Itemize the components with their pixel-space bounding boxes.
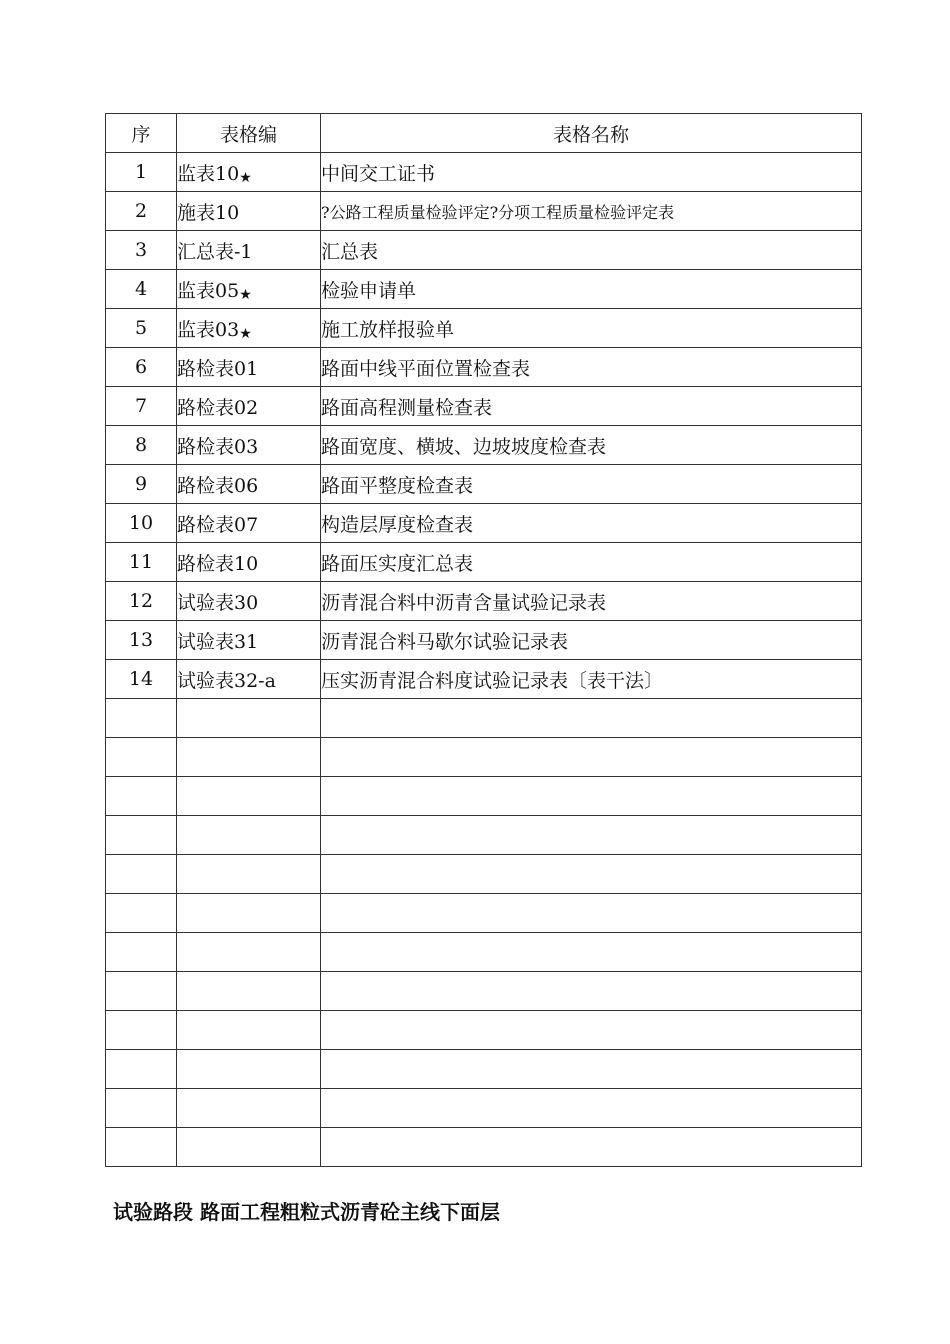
row-code [177, 231, 321, 270]
row-name: 路面平整度检查表 [321, 465, 862, 504]
form-index-table [105, 113, 862, 1167]
table-row [106, 504, 862, 543]
row-seq: 3 [106, 231, 177, 270]
row-seq [106, 855, 177, 894]
row-code [177, 504, 321, 543]
table-row [106, 699, 862, 738]
row-name: 施工放样报验单 [321, 309, 862, 348]
row-code [177, 699, 321, 738]
row-name [321, 1089, 862, 1128]
table-body [106, 153, 862, 1167]
row-code [177, 543, 321, 582]
row-seq: 14 [106, 660, 177, 699]
row-code-text: 路检表02 [177, 396, 259, 419]
table-row [106, 933, 862, 972]
table-row [106, 192, 862, 231]
row-seq: 5 [106, 309, 177, 348]
row-seq [106, 1050, 177, 1089]
row-code-text: 路检表01 [177, 357, 259, 380]
row-name: 中间交工证书 [321, 153, 862, 192]
row-seq: 2 [106, 192, 177, 231]
table-row [106, 660, 862, 699]
row-code [177, 387, 321, 426]
row-code [177, 309, 321, 348]
row-name [321, 1128, 862, 1167]
row-name [321, 855, 862, 894]
row-seq: 12 [106, 582, 177, 621]
star-icon: ★ [239, 286, 252, 303]
row-name: 沥青混合料中沥青含量试验记录表 [321, 582, 862, 621]
table-row [106, 816, 862, 855]
row-name [321, 816, 862, 855]
row-name [321, 1050, 862, 1089]
row-code-text: 路检表07 [177, 513, 259, 536]
row-seq: 7 [106, 387, 177, 426]
row-name: 沥青混合料马歇尔试验记录表 [321, 621, 862, 660]
table-row [106, 270, 862, 309]
row-code-text: 试验表32-a [177, 669, 276, 692]
table-header-row [106, 114, 862, 153]
table-row [106, 231, 862, 270]
table-row [106, 1089, 862, 1128]
row-seq [106, 816, 177, 855]
row-name: 路面高程测量检查表 [321, 387, 862, 426]
table-row [106, 543, 862, 582]
table-row [106, 1128, 862, 1167]
table-row [106, 777, 862, 816]
row-code [177, 192, 321, 231]
header-code: 表格编 [177, 114, 321, 153]
row-seq: 10 [106, 504, 177, 543]
row-code [177, 777, 321, 816]
row-name [321, 699, 862, 738]
row-seq: 8 [106, 426, 177, 465]
table-row [106, 582, 862, 621]
row-seq [106, 972, 177, 1011]
row-name [321, 777, 862, 816]
row-code [177, 855, 321, 894]
row-seq: 9 [106, 465, 177, 504]
row-code [177, 1128, 321, 1167]
row-seq: 13 [106, 621, 177, 660]
table-row [106, 348, 862, 387]
row-code-text: 监表05 [177, 279, 240, 302]
table-row [106, 738, 862, 777]
row-code [177, 348, 321, 387]
row-code [177, 270, 321, 309]
row-name [321, 972, 862, 1011]
row-code [177, 465, 321, 504]
row-seq [106, 699, 177, 738]
row-name [321, 738, 862, 777]
table-row [106, 1050, 862, 1089]
row-code-text: 试验表30 [177, 591, 259, 614]
row-code [177, 153, 321, 192]
row-code-text: 路检表06 [177, 474, 259, 497]
table-row [106, 1011, 862, 1050]
header-seq: 序 [106, 114, 177, 153]
row-code-text: 监表10 [177, 162, 240, 185]
row-name [321, 1011, 862, 1050]
row-seq [106, 738, 177, 777]
row-seq [106, 777, 177, 816]
table-row [106, 387, 862, 426]
row-code [177, 972, 321, 1011]
row-seq [106, 1011, 177, 1050]
row-seq: 1 [106, 153, 177, 192]
row-code [177, 816, 321, 855]
row-name: 路面压实度汇总表 [321, 543, 862, 582]
table-row [106, 894, 862, 933]
row-code [177, 621, 321, 660]
header-name: 表格名称 [321, 114, 862, 153]
row-code [177, 660, 321, 699]
row-code [177, 1089, 321, 1128]
row-seq: 4 [106, 270, 177, 309]
row-name: 构造层厚度检查表 [321, 504, 862, 543]
star-icon: ★ [239, 169, 252, 186]
row-name: 压实沥青混合料度试验记录表〔表干法〕 [321, 660, 862, 699]
row-code-text: 监表03 [177, 318, 240, 341]
row-code-text: 汇总表-1 [177, 240, 253, 263]
row-code [177, 582, 321, 621]
table-row [106, 309, 862, 348]
row-seq [106, 894, 177, 933]
row-name: ?公路工程质量检验评定?分项工程质量检验评定表 [321, 192, 862, 231]
row-seq [106, 1128, 177, 1167]
row-name: 检验申请单 [321, 270, 862, 309]
table-row [106, 426, 862, 465]
row-code-text: 路检表10 [177, 552, 259, 575]
row-name [321, 894, 862, 933]
table-row [106, 972, 862, 1011]
section-caption: 试验路段 路面工程粗粒式沥青砼主线下面层 [113, 1200, 500, 1224]
row-seq: 6 [106, 348, 177, 387]
row-code-text: 试验表31 [177, 630, 259, 653]
table-row [106, 855, 862, 894]
row-code [177, 738, 321, 777]
row-name: 路面中线平面位置检查表 [321, 348, 862, 387]
row-seq: 11 [106, 543, 177, 582]
star-icon: ★ [239, 325, 252, 342]
row-code [177, 1011, 321, 1050]
row-name: 路面宽度、横坡、边坡坡度检查表 [321, 426, 862, 465]
row-code-text: 施表10 [177, 201, 240, 224]
row-code [177, 933, 321, 972]
row-seq [106, 1089, 177, 1128]
row-name: 汇总表 [321, 231, 862, 270]
row-code [177, 426, 321, 465]
row-name [321, 933, 862, 972]
table-row [106, 465, 862, 504]
row-code-text: 路检表03 [177, 435, 259, 458]
row-code [177, 1050, 321, 1089]
row-code [177, 894, 321, 933]
table-row [106, 153, 862, 192]
row-seq [106, 933, 177, 972]
table-row [106, 621, 862, 660]
